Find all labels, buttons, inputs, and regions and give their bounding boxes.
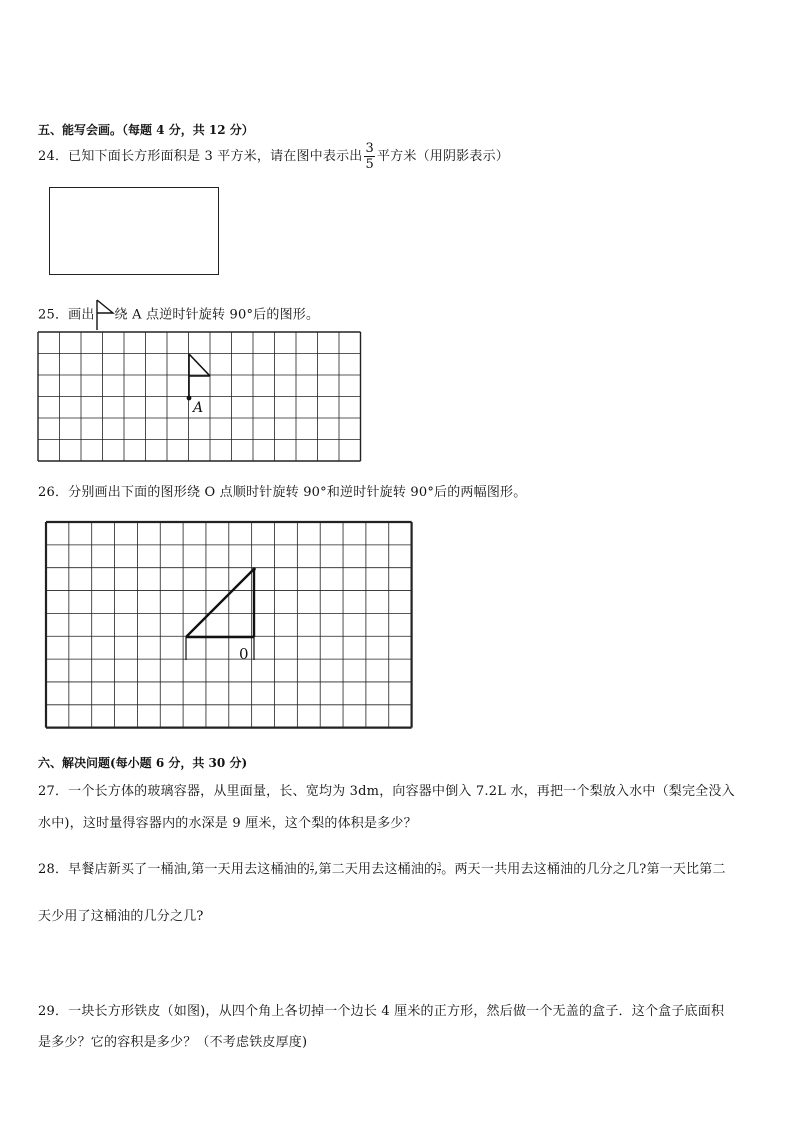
question-26: 26．分别画出下面的图形绕 O 点顺时针旋转 90°和逆时针旋转 90°后的两幅图形。 [38,485,527,500]
question-25 [38,298,319,332]
rectangle-3-square-meters [49,187,219,275]
grid-25-lines [38,332,361,461]
fraction-two-sevenths: $\frac{2}{7}$ [310,862,315,876]
point-a-label: A [193,400,204,416]
section-6-title: 六、解决问题(每小题 6 分，共 30 分) [38,756,248,770]
fraction-three-fifths: $\frac{3}{5}$ [365,141,374,172]
question-25-prefix: 25．画出 [38,307,95,323]
question-29-line-2: 是多少？它的容积是多少？（不考虑铁皮厚度) [38,1035,308,1050]
grid-question-26 [46,522,412,730]
point-a-dot [187,396,192,401]
question-28-line-2: 天少用了这桶油的几分之几? [38,909,204,924]
fraction-three-sevenths: $\frac{3}{7}$ [437,862,442,876]
question-25-suffix: 绕 A 点逆时针旋转 90°后的图形。 [114,307,320,323]
question-28-line-1: 28．早餐店新买了一桶油,第一天用去这桶油的 $\frac{2}{7}$ ,第二天用去这桶油的 $\frac{3}{7}$ 。两天一共用去这桶油的几分之几?第一天比第二 [38,862,726,877]
flag-shape-icon [95,298,115,332]
question-24-prefix: 24．已知下面长方形面积是 3 平方米，请在图中表示出 [38,149,363,164]
flag-figure [187,354,210,400]
grid-26-lines [46,522,412,728]
grid-question-25 [38,332,360,462]
question-27-line-2: 水中)，这时量得容器内的水深是 9 厘米，这个梨的体积是多少？ [38,816,417,831]
section-5-title: 五、能写会画。（每题 4 分，共 12 分） [38,123,254,137]
question-24-suffix: 平方米（用阴影表示） [376,149,509,164]
question-24 [38,142,509,171]
question-27-line-1: 27．一个长方体的玻璃容器，从里面量，长、宽均为 3dm，向容器中倒入 7.2L 水，再把一个梨放入水中（梨完全没入 [38,784,735,799]
point-o-label: 0 [239,645,249,663]
question-29-line-1: 29．一块长方形铁皮（如图)，从四个角上各切掉一个边长 4 厘米的正方形，然后做一个无盖的盒子．这个盒子底面积 [38,1004,725,1019]
